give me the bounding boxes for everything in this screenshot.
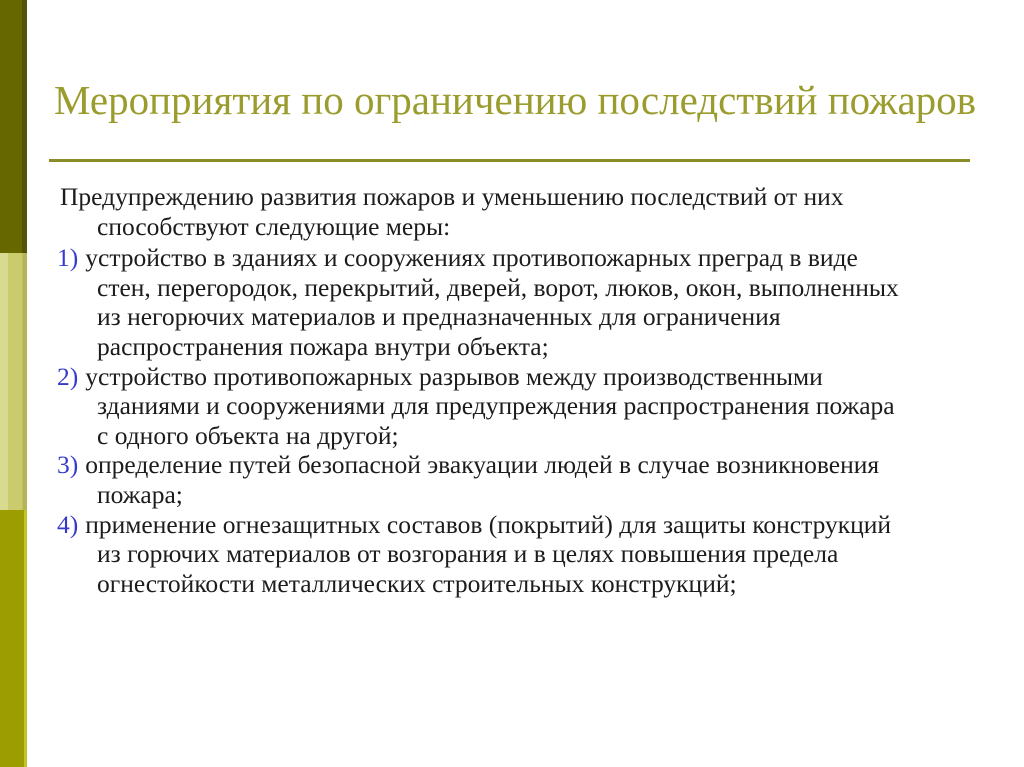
list-item [0, 243, 900, 361]
list-item-number: 1) [57, 243, 79, 273]
list-item [0, 510, 900, 599]
list-item-text: устройство противопожарных разрывов между производственными зданиями и сооружениями для предупреждения распространения пожара с одного объекта на другой; [85, 361, 895, 450]
slide-body [0, 182, 900, 598]
list-item-text: определение путей безопасной эвакуации людей в случае возникновения пожара; [85, 450, 880, 509]
list-item [0, 450, 900, 509]
list-item-text: устройство в зданиях и сооружениях противопожарных преград в виде стен, перегородок, перекрытий, дверей, ворот, люков, окон, выполненных из негорючих материалов и предназначенных для ограничения распространения пожара внутри объекта; [85, 243, 899, 361]
measures-list [0, 243, 900, 598]
list-item [0, 362, 900, 451]
title-divider [49, 159, 970, 162]
list-item-number: 2) [57, 361, 79, 391]
intro-paragraph: Предупреждению развития пожаров и уменьшению последствий от них способствуют следующие меры: [60, 182, 844, 241]
list-item-number: 4) [57, 509, 79, 539]
list-item-number: 3) [57, 450, 79, 480]
list-item-text: применение огнезащитных составов (покрытий) для защиты конструкций из горючих материалов от возгорания и в целях повышения предела огнестойкости металлических строительных конструкций; [85, 509, 892, 598]
page-title: Мероприятия по ограничению последствий пожаров [53, 77, 977, 123]
